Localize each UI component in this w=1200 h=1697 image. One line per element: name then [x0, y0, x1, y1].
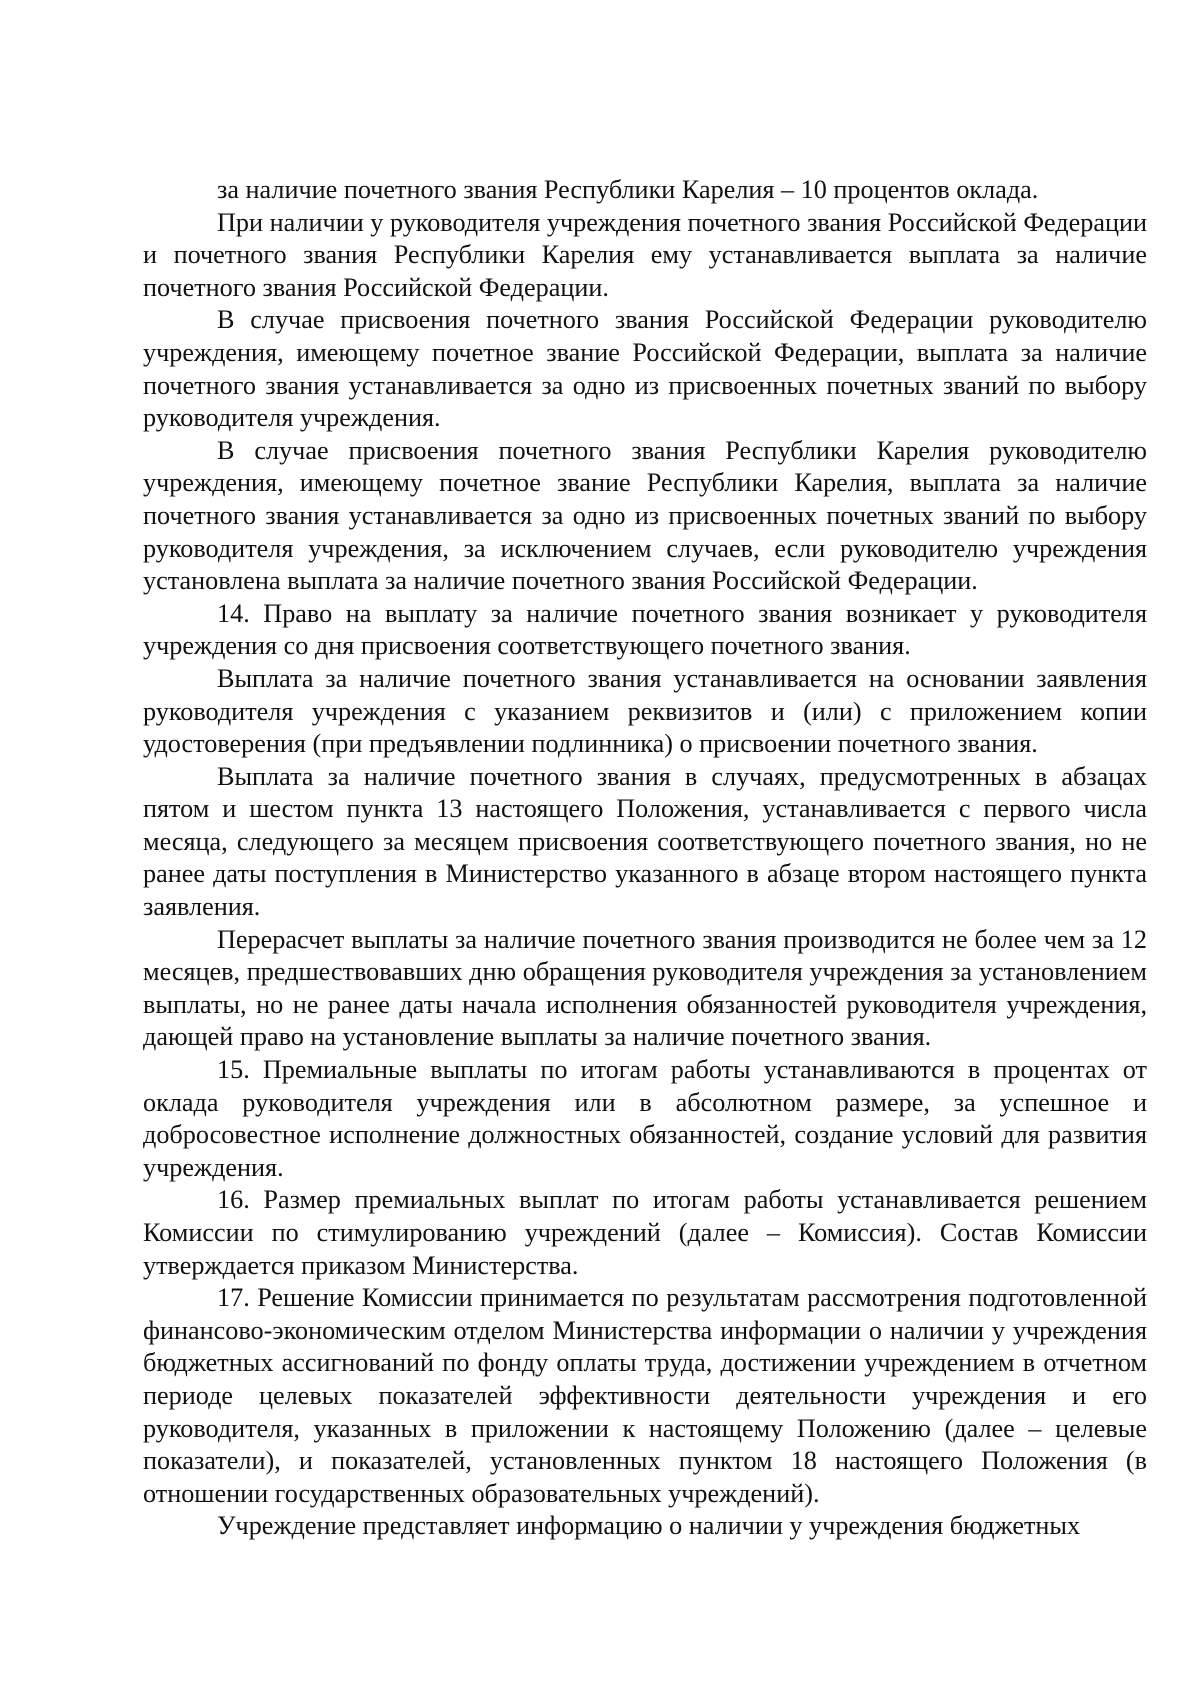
paragraph-6: Выплата за наличие почетного звания устанавливается на основании заявления руководителя учреждения с указанием реквизитов и (или) с приложением копии удостоверения (при предъявлении подлинника) о присвоении почетного звания.	[143, 663, 1147, 759]
paragraph-8: Перерасчет выплаты за наличие почетного звания производится не более чем за 12 месяцев, предшествовавших дню обращения руководителя учреждения за установлением выплаты, но не ранее даты начала исполнения обязанностей руководителя учреждения, дающей право на установление выплаты за наличие почетного звания.	[143, 924, 1147, 1052]
paragraph-11: 17. Решение Комиссии принимается по результатам рассмотрения подготовленной финансово-экономическим отделом Министерства информации о наличии у учреждения бюджетных ассигнований по фонду оплаты труда, достижении учреждением в отчетном периоде целевых показателей эффективности деятельности учреждения и его руководителя, указанных в приложении к настоящему Положению (далее – целевые показатели), и показателей, установленных пунктом 18 настоящего Положения (в отношении государственных образовательных учреждений).	[143, 1283, 1147, 1508]
paragraph-4: В случае присвоения почетного звания Республики Карелия руководителю учреждения, имеющему почетное звание Республики Карелия, выплата за наличие почетного звания устанавливается за одно из присвоенных почетных званий по выбору руководителя учреждения, за исключением случаев, если руководителю учреждения установлена выплата за наличие почетного звания Российской Федерации.	[143, 435, 1147, 596]
paragraph-5: 14. Право на выплату за наличие почетного звания возникает у руководителя учреждения со дня присвоения соответствующего почетного звания.	[143, 598, 1147, 661]
paragraph-7: Выплата за наличие почетного звания в случаях, предусмотренных в абзацах пятом и шестом пункта 13 настоящего Положения, устанавливается с первого числа месяца, следующего за месяцем присвоения соответствующего почетного звания, но не ранее даты поступления в Министерство указанного в абзаце втором настоящего пункта заявления.	[143, 761, 1147, 922]
paragraph-12: Учреждение представляет информацию о наличии у учреждения бюджетных	[217, 1511, 1081, 1541]
paragraph-1: за наличие почетного звания Республики Карелия – 10 процентов оклада.	[217, 175, 1039, 204]
paragraph-2: При наличии у руководителя учреждения почетного звания Российской Федерации и почетного звания Республики Карелия ему устанавливается выплата за наличие почетного звания Российской Федерации.	[143, 207, 1147, 302]
paragraph-10: 16. Размер премиальных выплат по итогам работы устанавливается решением Комиссии по стимулированию учреждений (далее – Комиссия). Состав Комиссии утверждается приказом Министерства.	[143, 1185, 1147, 1280]
document-page	[143, 174, 1147, 1543]
paragraph-3: В случае присвоения почетного звания Российской Федерации руководителю учреждения, имеющему почетное звание Российской Федерации, выплата за наличие почетного звания устанавливается за одно из присвоенных почетных званий по выбору руководителя учреждения.	[143, 305, 1147, 433]
paragraph-9: 15. Премиальные выплаты по итогам работы устанавливаются в процентах от оклада руководителя учреждения или в абсолютном размере, за успешное и добросовестное исполнение должностных обязанностей, создание условий для развития учреждения.	[143, 1055, 1147, 1182]
